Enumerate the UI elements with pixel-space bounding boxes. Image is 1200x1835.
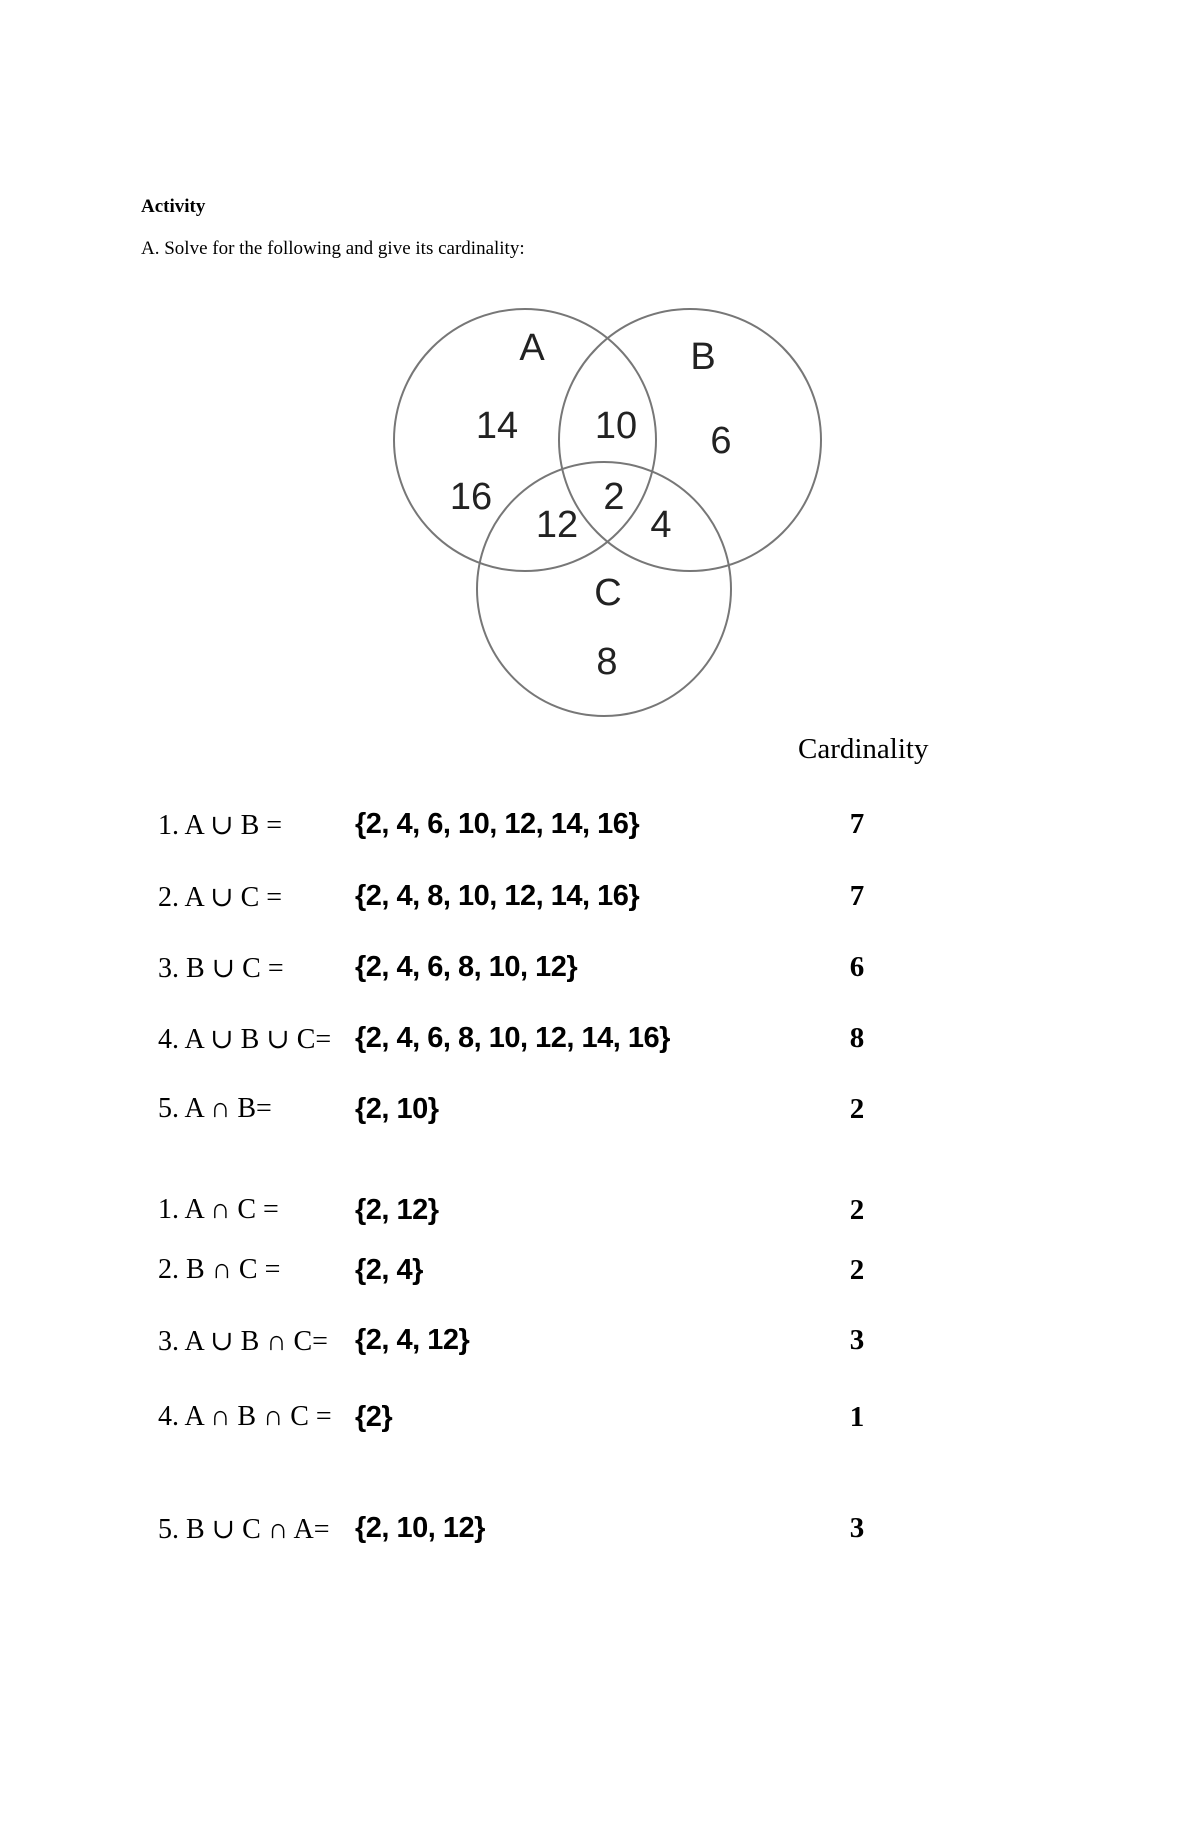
instruction-text: A. Solve for the following and give its cardinality: (141, 238, 525, 259)
result-set: {2, 12} (355, 1194, 439, 1226)
region-a-only-value: 16 (449, 476, 493, 518)
answer-row (0, 1093, 1200, 1133)
cardinality-value: 7 (849, 880, 865, 912)
region-b-c-value: 4 (650, 504, 672, 546)
cardinality-value: 7 (849, 808, 865, 840)
set-label-a: A (519, 327, 545, 369)
result-set: {2, 10} (355, 1093, 439, 1125)
answer-row (0, 1022, 1200, 1062)
set-label-c: C (594, 572, 622, 614)
region-a-only-value: 14 (475, 405, 519, 447)
result-set: {2, 4, 6, 8, 10, 12, 14, 16} (355, 1022, 670, 1054)
answer-row (0, 951, 1200, 991)
expression-label: 4. A ∩ B ∩ C = (158, 1401, 332, 1432)
result-set: {2, 4, 8, 10, 12, 14, 16} (355, 880, 640, 912)
expression-label: 2. B ∩ C = (158, 1254, 281, 1285)
answer-row (0, 1194, 1200, 1234)
region-a-b-c-value: 2 (603, 476, 625, 518)
cardinality-value: 6 (849, 951, 865, 983)
answer-row (0, 880, 1200, 920)
answer-row (0, 1401, 1200, 1441)
expression-label: 4. A ∪ B ∪ C= (158, 1024, 332, 1055)
cardinality-value: 3 (849, 1512, 865, 1544)
cardinality-value: 3 (849, 1324, 865, 1356)
expression-label: 2. A ∪ C = (158, 882, 283, 913)
cardinality-value: 2 (849, 1093, 865, 1125)
cardinality-value: 2 (849, 1194, 865, 1226)
result-set: {2, 4, 6, 8, 10, 12} (355, 951, 578, 983)
region-c-only-value: 8 (596, 641, 618, 683)
answer-row (0, 1512, 1200, 1552)
set-label-b: B (690, 336, 716, 378)
expression-label: 1. A ∪ B = (158, 810, 283, 841)
expression-label: 3. A ∪ B ∩ C= (158, 1326, 328, 1357)
cardinality-header: Cardinality (798, 733, 929, 765)
result-set: {2, 4, 12} (355, 1324, 470, 1356)
expression-label: 3. B ∪ C = (158, 953, 284, 984)
result-set: {2, 4, 6, 10, 12, 14, 16} (355, 808, 640, 840)
answer-row (0, 808, 1200, 848)
answer-row (0, 1324, 1200, 1364)
result-set: {2} (355, 1401, 393, 1433)
expression-label: 5. A ∩ B= (158, 1093, 272, 1124)
expression-label: 1. A ∩ C = (158, 1194, 279, 1225)
result-set: {2, 10, 12} (355, 1512, 485, 1544)
expression-label: 5. B ∪ C ∩ A= (158, 1514, 330, 1545)
region-a-c-value: 12 (535, 504, 579, 546)
cardinality-value: 1 (849, 1401, 865, 1433)
answer-row (0, 1254, 1200, 1294)
cardinality-value: 8 (849, 1022, 865, 1054)
cardinality-value: 2 (849, 1254, 865, 1286)
region-b-only-value: 6 (710, 420, 732, 462)
activity-heading: Activity (141, 196, 206, 217)
region-a-b-value: 10 (594, 405, 638, 447)
venn-diagram (0, 0, 1200, 760)
result-set: {2, 4} (355, 1254, 423, 1286)
